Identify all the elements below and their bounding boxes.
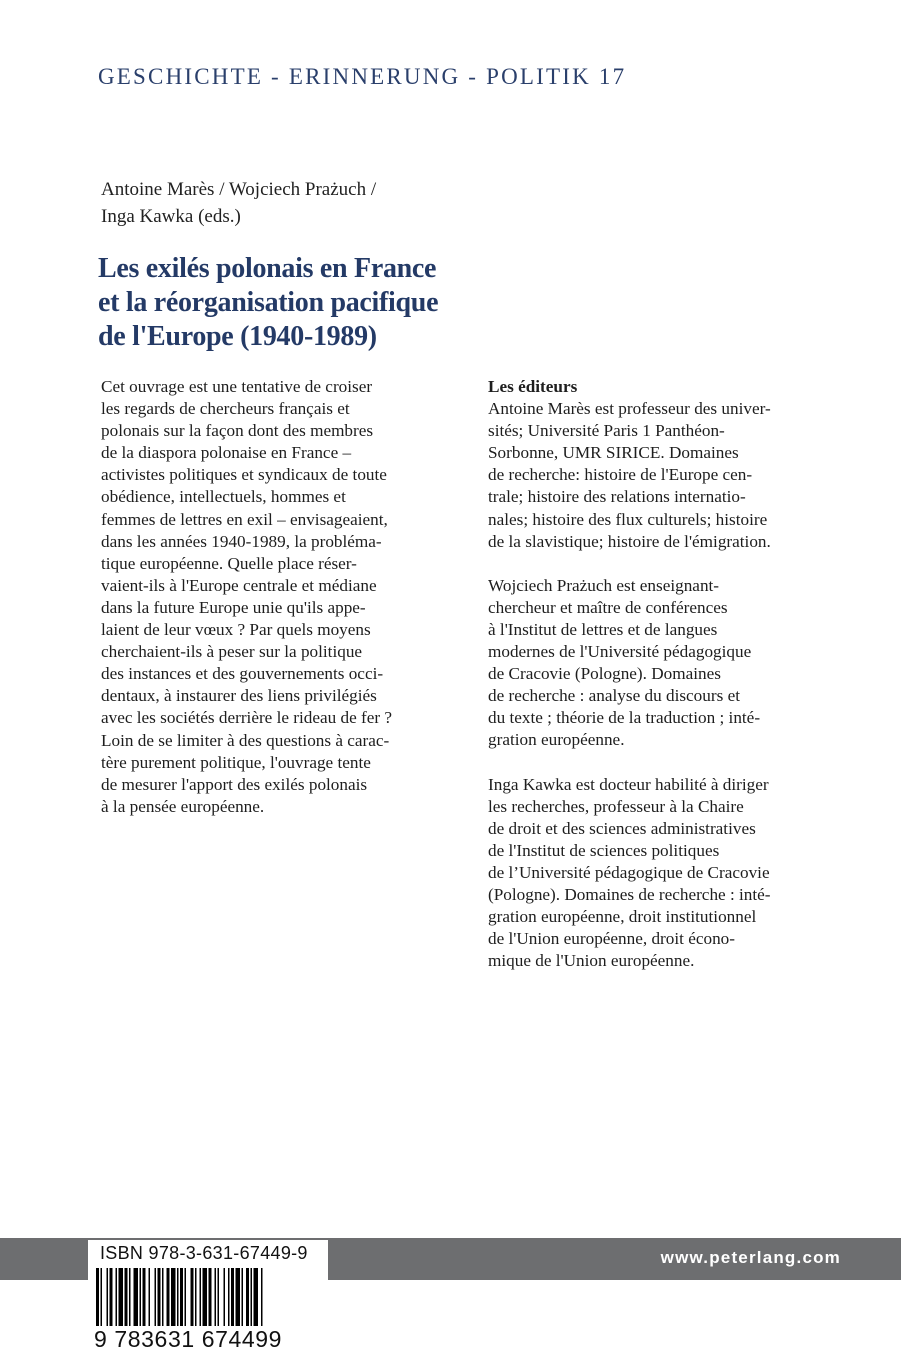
- editor-bio-line: sités; Université Paris 1 Panthéon-: [488, 421, 725, 441]
- summary-line: avec les sociétés derrière le rideau de fer ?: [101, 708, 393, 728]
- barcode-digits: 9 783631 674499: [94, 1326, 326, 1353]
- summary-line: de la diaspora polonaise en France –: [101, 443, 352, 463]
- summary-line: des instances et des gouvernements occi-: [101, 664, 384, 684]
- paragraph-gap: [488, 752, 848, 774]
- summary-line: dans les années 1940-1989, la probléma-: [101, 531, 382, 551]
- editor-bio-line: de recherche : analyse du discours et: [488, 686, 740, 706]
- editor-bio-line: de droit et des sciences administratives: [488, 818, 756, 838]
- editors-heading: Les éditeurs: [488, 377, 578, 396]
- summary-line: à la pensée européenne.: [101, 796, 265, 816]
- editor-bio-line: à l'Institut de lettres et de langues: [488, 619, 718, 639]
- summary-line: dentaux, à instaurer des liens privilégiés: [101, 686, 377, 706]
- book-title-line: de l'Europe (1940-1989): [98, 321, 377, 352]
- paragraph-gap: [488, 553, 848, 575]
- book-title-line: Les exilés polonais en France: [98, 253, 437, 284]
- summary-line: de mesurer l'apport des exilés polonais: [101, 774, 368, 794]
- editor-bio-line: (Pologne). Domaines de recherche : inté-: [488, 884, 771, 904]
- editor-bio-line: de la slavistique; histoire de l'émigration.: [488, 531, 771, 551]
- series-title: GESCHICHTE - ERINNERUNG - POLITIK 17: [98, 64, 627, 89]
- editor-bio-line: de l'Union européenne, droit écono-: [488, 929, 735, 949]
- summary-line: Cet ouvrage est une tentative de croiser: [101, 377, 373, 396]
- summary-line: cherchaient-ils à peser sur la politique: [101, 642, 363, 662]
- barcode-icon: [94, 1268, 328, 1332]
- book-title-line: et la réorganisation pacifique: [98, 287, 439, 318]
- editor-bio-line: gration européenne, droit institutionnel: [488, 907, 757, 927]
- summary-line: tique européenne. Quelle place réser-: [101, 553, 357, 573]
- editors-column: [488, 376, 848, 972]
- editor-bio-line: de l’Université pédagogique de Cracovie: [488, 862, 770, 882]
- authors: [101, 176, 376, 230]
- editor-bio-line: mique de l'Union européenne.: [488, 951, 695, 971]
- editor-bio-line: Antoine Marès est professeur des univer-: [488, 399, 771, 419]
- editor-bio-line: chercheur et maître de conférences: [488, 597, 728, 617]
- book-title: [98, 252, 438, 354]
- editor-bio-line: les recherches, professeur à la Chaire: [488, 796, 744, 816]
- summary-line: dans la future Europe unie qu'ils appe-: [101, 597, 366, 617]
- summary-line: polonais sur la façon dont des membres: [101, 421, 374, 441]
- editor-bio-line: Wojciech Prażuch est enseignant-: [488, 575, 720, 595]
- summary-column: [101, 376, 461, 818]
- editor-bio-line: trale; histoire des relations internatio-: [488, 487, 746, 507]
- editor-bio-line: Sorbonne, UMR SIRICE. Domaines: [488, 443, 739, 463]
- editor-bio-line: du texte ; théorie de la traduction ; inté-: [488, 708, 761, 728]
- authors-line: Inga Kawka (eds.): [101, 206, 241, 227]
- editor-bio-line: modernes de l'Université pédagogique: [488, 642, 752, 662]
- editor-bio-line: gration européenne.: [488, 730, 625, 750]
- editor-bio-line: nales; histoire des flux culturels; histoire: [488, 509, 768, 529]
- summary-line: femmes de lettres en exil – envisageaient,: [101, 509, 388, 529]
- editor-bio-line: de l'Institut de sciences politiques: [488, 840, 720, 860]
- summary-line: laient de leur vœux ? Par quels moyens: [101, 620, 371, 640]
- editor-bio-line: de Cracovie (Pologne). Domaines: [488, 664, 721, 684]
- summary-line: obédience, intellectuels, hommes et: [101, 487, 346, 507]
- publisher-url[interactable]: www.peterlang.com: [660, 1248, 841, 1267]
- summary-line: vaient-ils à l'Europe centrale et médiane: [101, 575, 377, 595]
- summary-line: les regards de chercheurs français et: [101, 399, 350, 419]
- editor-bio-line: Inga Kawka est docteur habilité à diriger: [488, 774, 769, 794]
- editor-bio-line: de recherche: histoire de l'Europe cen-: [488, 465, 753, 485]
- isbn-label: ISBN 978-3-631-67449-9: [100, 1243, 308, 1263]
- summary-line: Loin de se limiter à des questions à carac-: [101, 730, 390, 750]
- summary-line: tère purement politique, l'ouvrage tente: [101, 752, 371, 772]
- authors-line: Antoine Marès / Wojciech Prażuch /: [101, 179, 377, 200]
- summary-line: activistes politiques et syndicaux de toute: [101, 465, 387, 485]
